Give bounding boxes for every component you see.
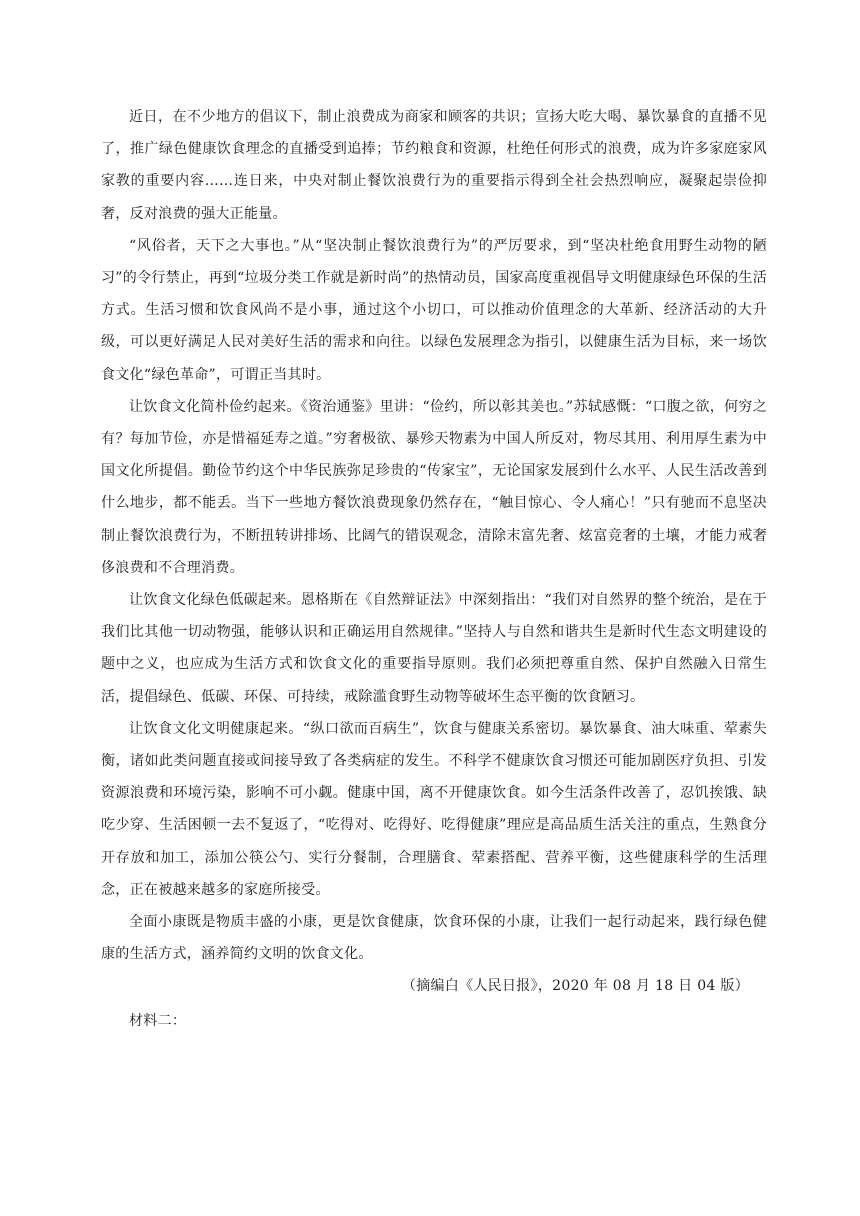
material-two-label: 材料二： <box>129 1012 187 1029</box>
paragraph-5: 让饮食文化文明健康起来。“纵口欲而百病生”，饮食与健康关系密切。暴饮暴食、油大味重、荤素失衡，诸如此类问题直接或间接导致了各类病症的发生。不科学不健康饮食习惯还可能加剧医疗负担、引发资源浪费和环境污染，影响不可小觑。健康中国，离不开健康饮食。如今生活条件改善了，忍饥挨饿、缺吃少穿、生活困顿一去不复返了，“吃得对、吃得好、吃得健康”理应是高品质生活关注的重点，生熟食分开存放和加工，添加公筷公勺、实行分餐制，合理膳食、荤素搭配、营养平衡，这些健康科学的生活理念，正在被越来越多的家庭所接受。 <box>101 720 767 898</box>
paragraph-6: 全面小康既是物质丰盛的小康，更是饮食健康，饮食环保的小康，让我们一起行动起来，践行绿色健康的生活方式，涵养简约文明的饮食文化。 <box>101 914 767 963</box>
paragraph-4: 让饮食文化绿色低碳起来。恩格斯在《自然辩证法》中深刻指出：“我们对自然界的整个统治，是在于我们比其他一切动物强，能够认识和正确运用自然规律。”坚持人与自然和谐共生是新时代生态文明建设的题中之义，也应成为生活方式和饮食文化的重要指导原则。我们必须把尊重自然、保护自然融入日常生活，提倡绿色、低碳、环保、可持续，戒除滥食野生动物等破坏生态平衡的饮食陋习。 <box>101 592 767 705</box>
paragraph-3: 让饮食文化简朴俭约起来。《资治通鉴》里讲：“俭约，所以彰其美也。”苏轼感慨：“口腹之欲，何穷之有？每加节俭，亦是惜福延寿之道。”穷奢极欲、暴殄天物素为中国人所反对，物尽其用、利用厚生素为中国文化所提倡。勤俭节约这个中华民族弥足珍贵的“传家宝”，无论国家发展到什么水平、人民生活改善到什么地步，都不能丢。当下一些地方餐饮浪费现象仍然存在，“触目惊心、令人痛心！”只有驰而不息坚决制止餐饮浪费行为，不断扭转讲排场、比阔气的错误观念，清除末富先奢、炫富竞奢的土壤，才能力戒奢侈浪费和不合理消费。 <box>101 398 767 576</box>
paragraph-1: 近日，在不少地方的倡议下，制止浪费成为商家和顾客的共识；宣扬大吃大喝、暴饮暴食的直播不见了，推广绿色健康饮食理念的直播受到追捧；节约粮食和资源，杜绝任何形式的浪费，成为许多家庭家风家教的重要内容……连日来，中央对制止餐饮浪费行为的重要指示得到全社会热烈响应，凝聚起崇俭抑奢，反对浪费的强大正能量。 <box>101 109 767 222</box>
source-citation: （摘编白《人民日报》，2020 年 08 月 18 日 04 版） <box>401 978 749 995</box>
article-body <box>101 101 767 1037</box>
paragraph-2: “风俗者，天下之大事也。”从“坚决制止餐饮浪费行为”的严厉要求，到“坚决杜绝食用野生动物的陋习”的令行禁止，再到“垃圾分类工作就是新时尚”的热情动员，国家高度重视倡导文明健康绿色环保的生活方式。生活习惯和饮食风尚不是小事，通过这个小切口，可以推动价值理念的大革新、经济活动的大升级，可以更好满足人民对美好生活的需求和向往。以绿色发展理念为指引，以健康生活为目标，来一场饮食文化“绿色革命”，可谓正当其时。 <box>101 237 767 383</box>
